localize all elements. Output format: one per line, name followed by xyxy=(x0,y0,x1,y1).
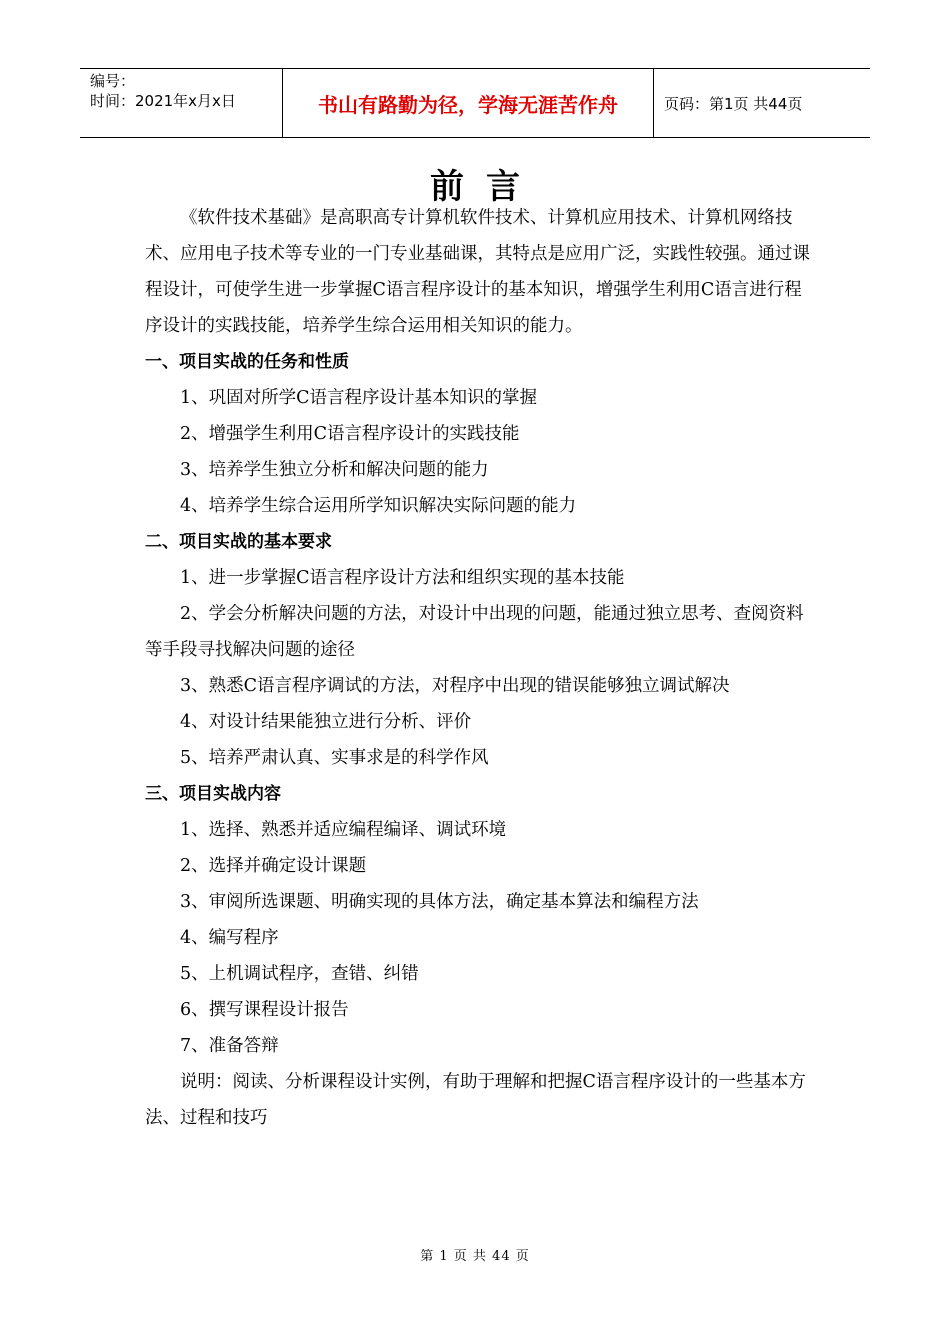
list-item: 5、上机调试程序，查错、纠错 xyxy=(180,964,419,984)
list-item: 2、增强学生利用C语言程序设计的实践技能 xyxy=(180,424,520,444)
page-footer: 第 1 页 共 44 页 xyxy=(420,1249,530,1264)
list-item: 5、培养严肃认真、实事求是的科学作风 xyxy=(180,748,489,768)
intro-paragraph: 《软件技术基础》是高职高专计算机软件技术、计算机应用技术、计算机网络技术、应用电子技术等专业的一门专业基础课，其特点是应用广泛，实践性较强。通过课程设计，可使学生进一步掌握C语言程序设计的基本知识，增强学生利用C语言进行程序设计的实践技能，培养学生综合运用相关知识的能力。 xyxy=(145,208,810,336)
section-heading: 一、项目实战的任务和性质 xyxy=(145,352,349,372)
list-item: 3、审阅所选课题、明确实现的具体方法，确定基本算法和编程方法 xyxy=(180,892,699,912)
list-item: 3、熟悉C语言程序调试的方法，对程序中出现的错误能够独立调试解决 xyxy=(180,676,730,696)
header-meta xyxy=(80,69,282,137)
section-heading: 二、项目实战的基本要求 xyxy=(145,532,332,552)
list-item: 2、选择并确定设计课题 xyxy=(180,856,367,876)
list-item: 4、对设计结果能独立进行分析、评价 xyxy=(180,712,472,732)
list-item: 4、编写程序 xyxy=(180,928,279,948)
section-heading: 三、项目实战内容 xyxy=(145,784,281,804)
header-page-info: 页码：第1页 共44页 xyxy=(664,94,803,113)
document-body xyxy=(145,200,810,1136)
list-item: 1、巩固对所学C语言程序设计基本知识的掌握 xyxy=(180,388,538,408)
time-label: 时间：2021年x月x日 xyxy=(90,92,236,110)
header-motto: 书山有路勤为径，学海无涯苦作舟 xyxy=(282,69,654,137)
list-item: 7、准备答辩 xyxy=(180,1036,279,1056)
list-item: 4、培养学生综合运用所学知识解决实际问题的能力 xyxy=(180,496,577,516)
list-item: 1、选择、熟悉并适应编程编译、调试环境 xyxy=(180,820,507,840)
list-item: 6、撰写课程设计报告 xyxy=(180,1000,349,1020)
document-header xyxy=(80,68,870,138)
list-item: 1、进一步掌握C语言程序设计方法和组织实现的基本技能 xyxy=(180,568,625,588)
number-label: 编号： xyxy=(90,72,136,90)
page-title: 前言 xyxy=(430,167,542,207)
list-item: 3、培养学生独立分析和解决问题的能力 xyxy=(180,460,489,480)
list-item: 2、学会分析解决问题的方法，对设计中出现的问题，能通过独立思考、查阅资料等手段寻找解决问题的途径 xyxy=(145,604,804,660)
note-paragraph: 说明：阅读、分析课程设计实例，有助于理解和把握C语言程序设计的一些基本方法、过程和技巧 xyxy=(145,1072,806,1128)
